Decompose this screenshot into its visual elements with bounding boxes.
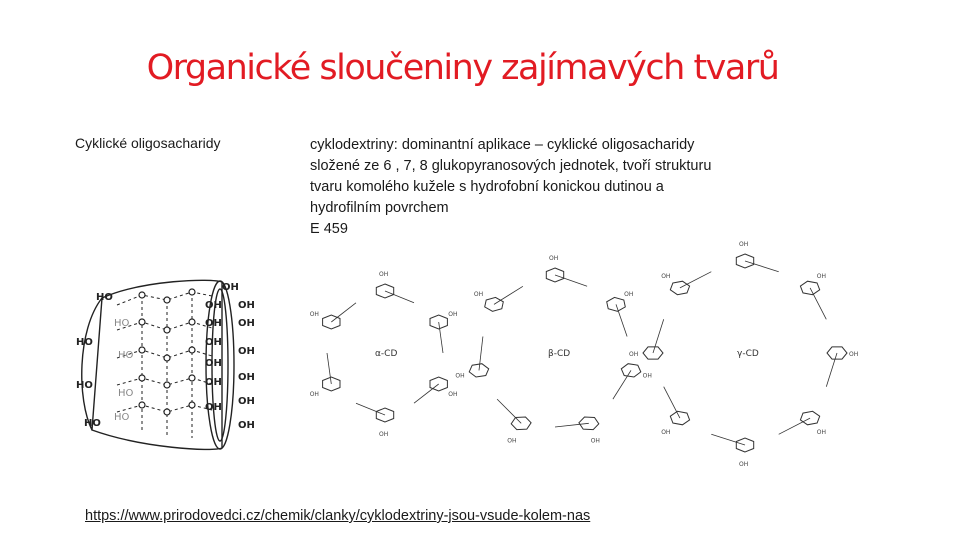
- glycosidic-bond: [414, 384, 439, 403]
- cyclodextrin-rings-figure: [300, 241, 860, 468]
- hydroxyl-label: OH: [379, 431, 389, 438]
- oh-label: OH: [238, 396, 255, 407]
- glycosidic-bond: [680, 272, 711, 288]
- left-label: Cyklické oligosacharidy: [75, 135, 221, 151]
- description-line: složené ze 6 , 7, 8 glukopyranosových jednotek, tvoří strukturu: [310, 158, 712, 174]
- oh-label: OH: [205, 300, 222, 311]
- slide-title: Organické sloučeniny zajímavých tvarů: [146, 48, 779, 88]
- hydroxyl-label: OH: [661, 428, 671, 436]
- hydroxyl-label: OH: [816, 428, 827, 436]
- glycosidic-bond: [779, 418, 810, 434]
- hydroxyl-label: OH: [448, 391, 458, 398]
- hydroxyl-label: OH: [455, 372, 465, 380]
- description-line: hydrofilním povrchem: [310, 200, 449, 216]
- hydroxyl-label: OH: [473, 291, 484, 299]
- beta-cd-label: β-CD: [548, 349, 571, 359]
- hydroxyl-label: OH: [624, 291, 634, 299]
- hydroxyl-label: OH: [507, 437, 517, 445]
- hydroxyl-label: OH: [739, 241, 749, 248]
- oh-label: OH: [238, 420, 255, 431]
- hydroxyl-label: OH: [590, 437, 600, 445]
- glycosidic-bond: [331, 303, 356, 322]
- ho-label: HO: [96, 292, 113, 303]
- hydroxyl-label: OH: [629, 351, 639, 358]
- ho-label: HO: [114, 318, 130, 329]
- hydroxyl-label: OH: [661, 273, 671, 281]
- ho-label: HO: [76, 337, 93, 348]
- oh-label: OH: [205, 358, 222, 369]
- description-line: cyklodextriny: dominantní aplikace – cyklické oligosacharidy: [310, 137, 695, 153]
- oh-label: OH: [205, 337, 222, 348]
- description-line: tvaru komolého kužele s hydrofobní konickou dutinou a: [310, 179, 664, 195]
- hydroxyl-label: OH: [816, 273, 827, 281]
- glycosidic-bond: [479, 337, 483, 371]
- hydroxyl-label: OH: [309, 311, 319, 318]
- ho-label: HO: [118, 388, 134, 399]
- glycosidic-bond: [810, 288, 826, 319]
- description: [310, 135, 780, 240]
- alpha-cd-label: α-CD: [375, 349, 398, 359]
- source-link[interactable]: https://www.prirodovedci.cz/chemik/clanky/cyklodextriny-jsou-vsude-kolem-nas: [85, 508, 591, 524]
- oh-label: OH: [238, 346, 255, 357]
- ho-label: HO: [114, 412, 130, 423]
- glycosidic-bond: [555, 275, 587, 286]
- glycosidic-bond: [555, 423, 589, 427]
- oh-label: OH: [205, 402, 222, 413]
- glycosidic-bond: [327, 353, 331, 384]
- hydroxyl-label: OH: [379, 271, 389, 278]
- glycosidic-bond: [385, 291, 414, 303]
- glycosidic-bond: [494, 286, 523, 304]
- ho-label: HO: [118, 350, 134, 361]
- oh-label: OH: [205, 377, 222, 388]
- ho-label: HO: [76, 380, 93, 391]
- glycosidic-bond: [613, 370, 631, 399]
- glucose-unit-ring: [579, 417, 599, 430]
- glucose-unit-ring: [607, 297, 626, 311]
- glycosidic-bond: [664, 387, 680, 418]
- hydroxyl-label: OH: [739, 461, 749, 468]
- hydroxyl-label: OH: [849, 351, 859, 358]
- gamma-cd-label: γ-CD: [737, 349, 759, 359]
- ho-label: HO: [84, 418, 101, 429]
- oh-label: OH: [238, 372, 255, 383]
- hydroxyl-label: OH: [549, 255, 559, 262]
- glycosidic-bond: [356, 403, 385, 415]
- glycosidic-bond: [439, 322, 443, 353]
- description-line: E 459: [310, 221, 348, 237]
- cyclodextrin-cone-figure: [72, 270, 272, 460]
- oh-label: OH: [238, 300, 255, 311]
- oh-label: OH: [222, 282, 239, 293]
- oh-label: OH: [238, 318, 255, 329]
- hydroxyl-label: OH: [642, 372, 652, 380]
- glucose-unit-ring: [621, 364, 641, 377]
- oh-label: OH: [205, 318, 222, 329]
- glycosidic-bond: [497, 399, 521, 423]
- hydroxyl-label: OH: [309, 391, 319, 398]
- hydroxyl-label: OH: [448, 311, 458, 318]
